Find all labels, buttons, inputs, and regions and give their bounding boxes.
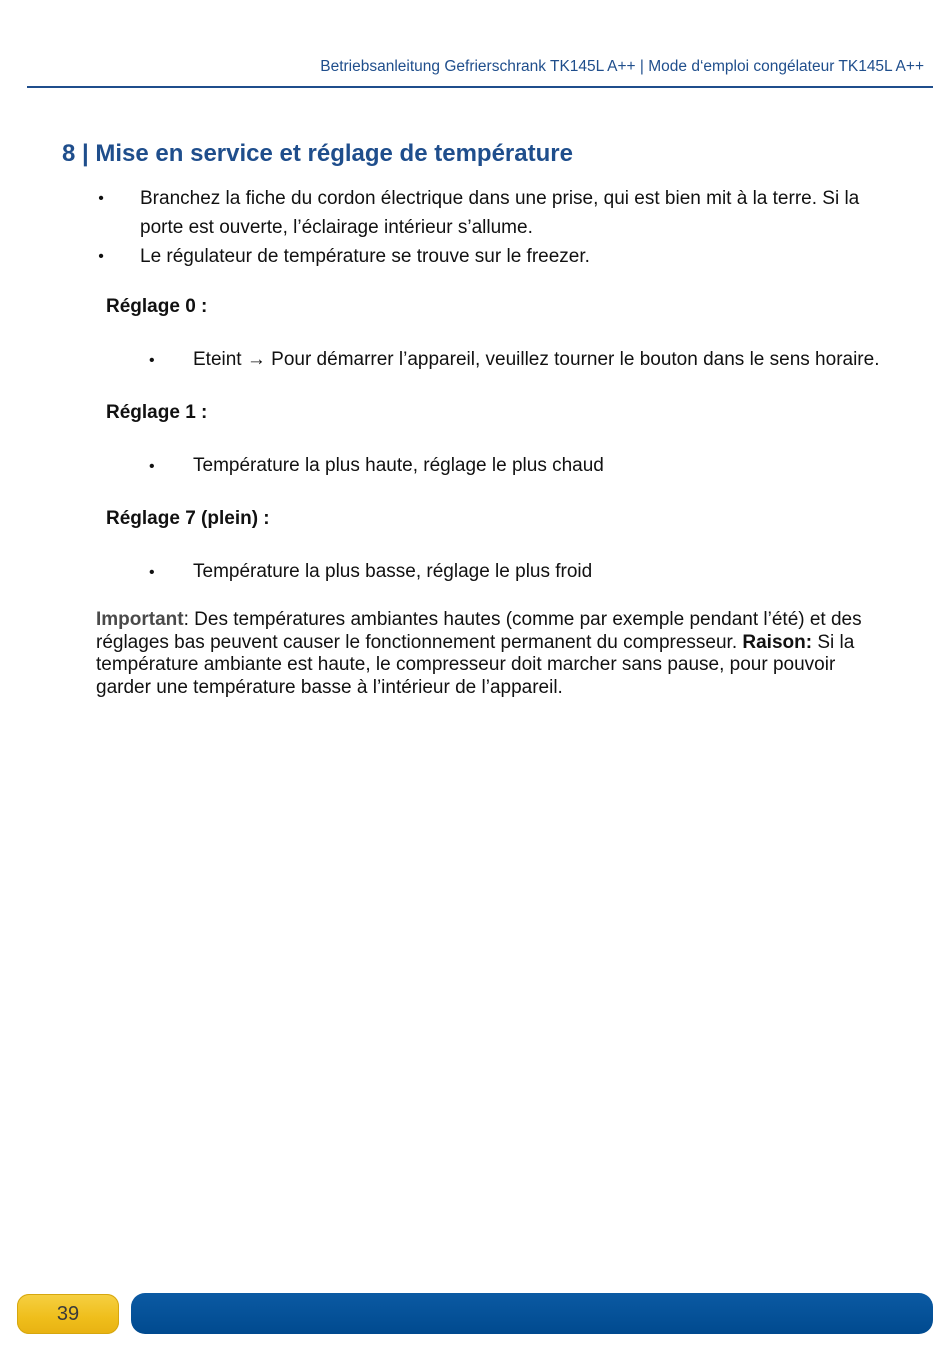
- setting-item-1: [149, 455, 604, 477]
- intro-bullet-text: Le régulateur de température se trouve sur le freezer.: [140, 246, 590, 267]
- reason-label: Raison:: [742, 631, 813, 653]
- list-item: [96, 242, 896, 271]
- intro-bullet-text: Branchez la fiche du cordon électrique dans une prise, qui est bien mit à la terre. Si la porte est ouverte, l’éclairage intérieur s’allume.: [140, 188, 860, 238]
- bullet-dot-icon: •: [149, 564, 155, 581]
- page-number: 39: [56, 1302, 80, 1325]
- setting-item-7: [149, 561, 592, 583]
- header-text-fr: Mode d‘emploi congélateur TK145L A++: [648, 58, 924, 75]
- page-number-badge: [17, 1294, 119, 1334]
- section-title: 8 | Mise en service et réglage de température: [62, 140, 573, 167]
- setting-label-7: Réglage 7 (plein) :: [106, 508, 270, 529]
- bullet-dot-icon: •: [98, 248, 104, 265]
- bullet-dot-icon: •: [149, 352, 155, 369]
- setting-label-1: Réglage 1 :: [106, 402, 208, 423]
- setting-item-0: [149, 349, 879, 371]
- running-header: [320, 58, 924, 76]
- list-item: [96, 184, 896, 242]
- important-label: Important: [96, 609, 184, 630]
- setting-item-text: Eteint → Pour démarrer l’appareil, veuillez tourner le bouton dans le sens horaire.: [193, 349, 880, 370]
- reason-text: Si la température ambiante est haute, le compresseur doit marcher sans pause, pour pouvoir garder une température basse à l’intérieur de l’appareil.: [96, 631, 855, 698]
- bullet-dot-icon: •: [149, 458, 155, 475]
- setting-item-text: Température la plus haute, réglage le plus chaud: [193, 455, 604, 476]
- setting-item-text: Température la plus basse, réglage le plus froid: [193, 561, 593, 582]
- bullet-dot-icon: •: [98, 190, 104, 207]
- header-separator: |: [635, 58, 649, 75]
- setting-label-0: Réglage 0 :: [106, 296, 208, 317]
- important-note: [96, 609, 886, 699]
- header-divider: [27, 86, 933, 88]
- important-text: : Des températures ambiantes hautes (comme par exemple pendant l’été) et des réglages bas peuvent causer le fonctionnement permanent du compresseur.: [96, 609, 862, 653]
- footer-bar: [131, 1293, 933, 1334]
- intro-bullet-list: [96, 184, 896, 271]
- header-text-de: Betriebsanleitung Gefrierschrank TK145L A++: [320, 58, 636, 75]
